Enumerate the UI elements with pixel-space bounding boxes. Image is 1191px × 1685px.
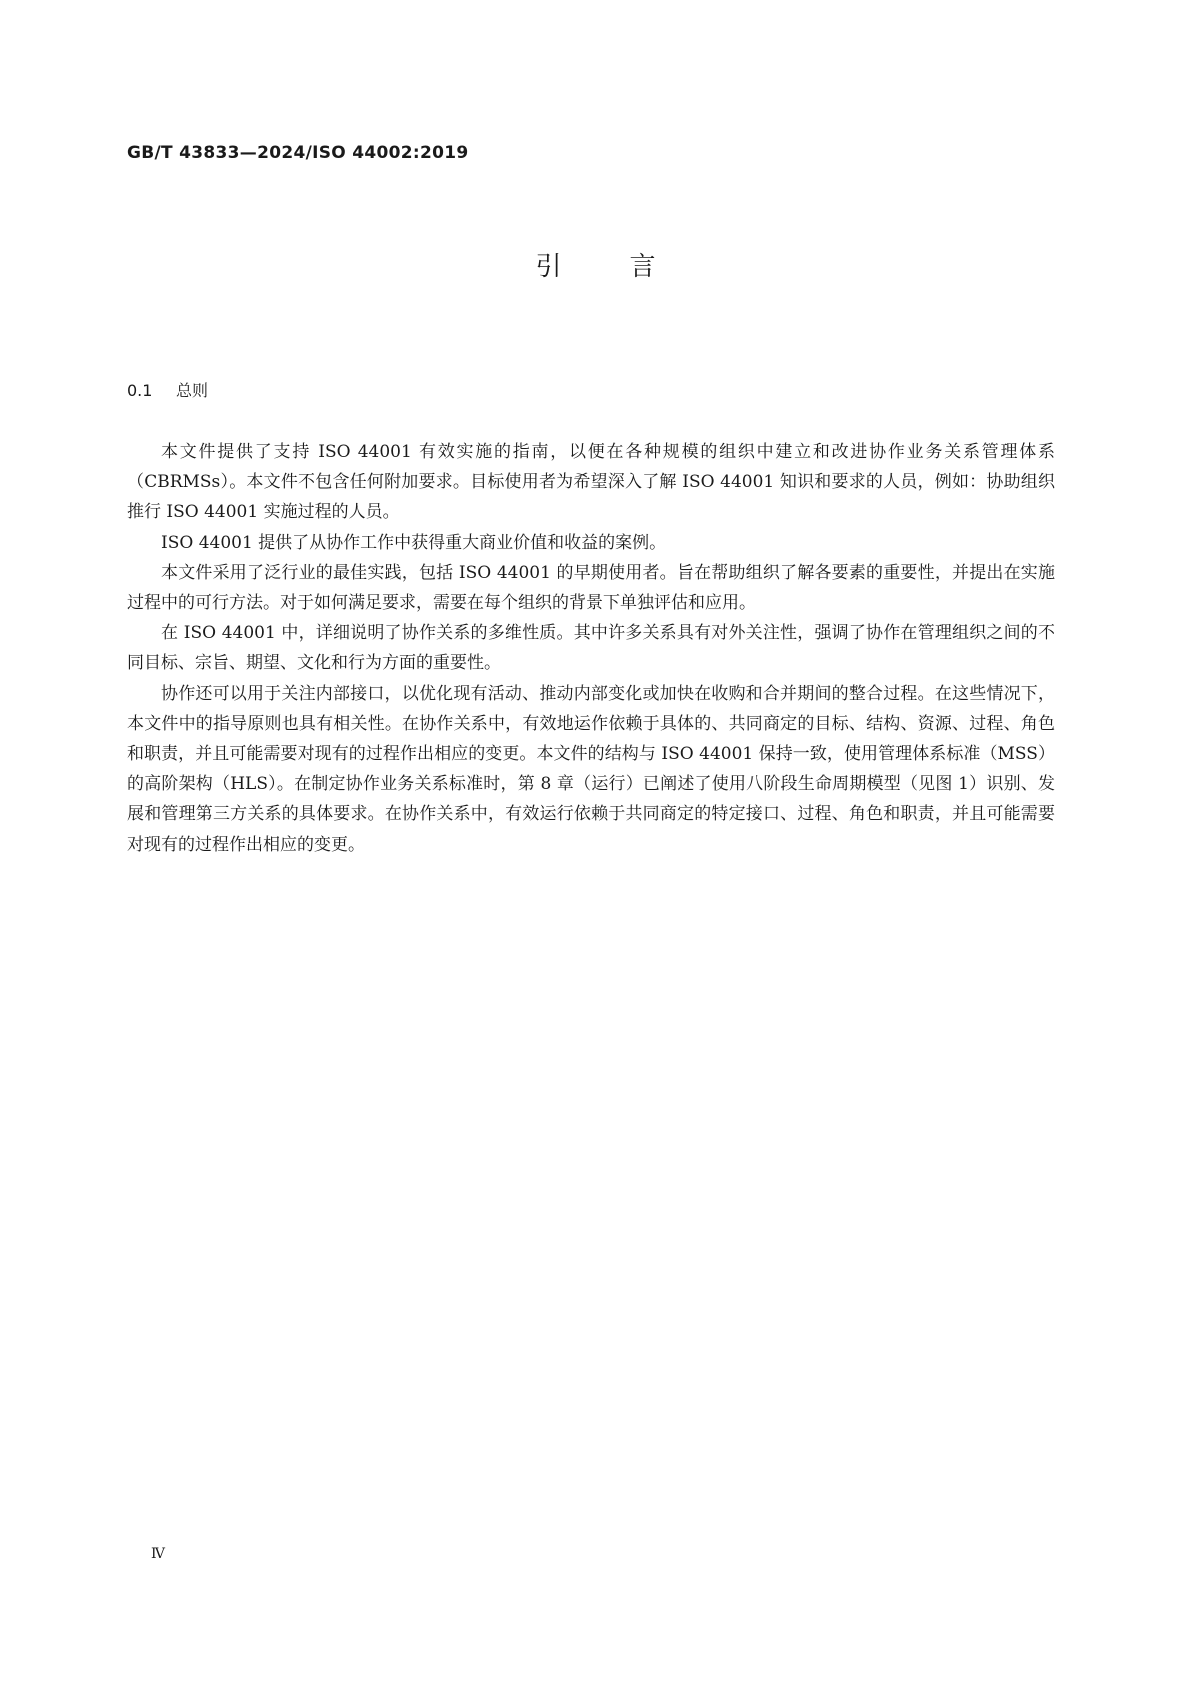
section-number: 0.1 [127,381,153,400]
paragraph: 在 ISO 44001 中，详细说明了协作关系的多维性质。其中许多关系具有对外关注性，强调了协作在管理组织之间的不同目标、宗旨、期望、文化和行为方面的重要性。 [127,623,1055,674]
paragraph: 协作还可以用于关注内部接口，以优化现有活动、推动内部变化或加快在收购和合并期间的整合过程。在这些情况下，本文件中的指导原则也具有相关性。在协作关系中，有效地运作依赖于具体的、共同商定的目标、结构、资源、过程、角色和职责，并且可能需要对现有的过程作出相应的变更。本文件的结构与 ISO 44001 保持一致，使用管理体系标准（MSS）的高阶架构（HLS）。在制定协作业务关系标准时，第 8 章（运行）已阐述了使用八阶段生命周期模型（见图 1）识别、发展和管理第三方关系的具体要求。在协作关系中，有效运行依赖于共同商定的特定接口、过程、角色和职责，并且可能需要对现有的过程作出相应的变更。 [127,683,1055,855]
paragraph: 本文件采用了泛行业的最佳实践，包括 ISO 44001 的早期使用者。旨在帮助组织了解各要素的重要性，并提出在实施过程中的可行方法。对于如何满足要求，需要在每个组织的背景下单独评估和应用。 [127,562,1055,614]
paragraph: 本文件提供了支持 ISO 44001 有效实施的指南，以便在各种规模的组织中建立和改进协作业务关系管理体系（CBRMSs）。本文件不包含任何附加要求。目标使用者为希望深入了解 ISO 44001 知识和要求的人员，例如：协助组织推行 ISO 44001 实施过程的人员。 [127,442,1055,523]
section-heading [127,378,208,401]
section-title: 总则 [176,381,209,400]
standard-code: GB/T 43833—2024/ISO 44002:2019 [127,143,469,163]
paragraph: ISO 44001 提供了从协作工作中获得重大商业价值和收益的案例。 [161,532,667,553]
body-text [127,437,1055,860]
page-number: Ⅳ [151,1546,165,1562]
page-title: 引言 [535,252,724,282]
